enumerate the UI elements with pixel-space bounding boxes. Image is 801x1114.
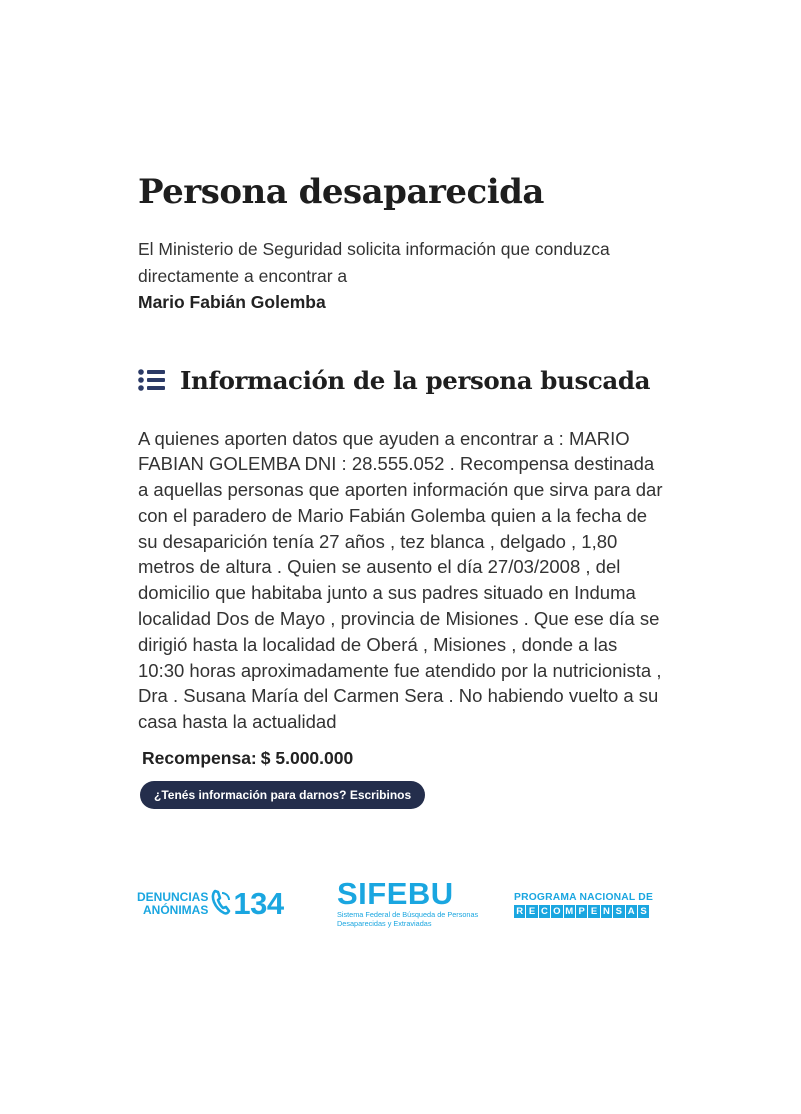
recompensas-bottom	[514, 905, 653, 918]
sifebu-sub1: Sistema Federal de Búsqueda de Personas	[337, 910, 479, 919]
logos-footer	[0, 876, 801, 946]
main-content	[138, 168, 668, 809]
recompensas-letter: E	[526, 905, 537, 918]
recompensas-letter: S	[613, 905, 624, 918]
recompensas-logo	[514, 892, 653, 918]
sifebu-name: SIFEBU	[337, 876, 454, 911]
reward-line	[138, 748, 668, 769]
sifebu-logo	[337, 878, 478, 928]
recompensas-letter: N	[601, 905, 612, 918]
denuncias-logo	[137, 886, 284, 922]
description-text: A quienes aporten datos que ayuden a encontrar a : MARIO FABIAN GOLEMBA DNI : 28.555.052 . Recompensa destinada a aquellas personas que aporten información que sirva para dar con el paradero de Mario Fabián Golemba quien a la fecha de su desaparición tenía 27 años , tez blanca , delgado , 1,80 metros de altura . Quien se ausento el día 27/03/2008 , del domicilio que habitaba junto a sus padres situado en Induma localidad Dos de Mayo , provincia de Misiones . Que ese día se dirigió hasta la localidad de Oberá , Misiones , donde a las 10:30 horas aproximadamente fue atendido por la nutricionista , Dra . Susana María del Carmen Sera . No habiendo vuelto a su casa hasta la actualidad	[138, 427, 663, 733]
reward-label: Recompensa:	[142, 748, 257, 769]
recompensas-letter: P	[576, 905, 587, 918]
person-name: Mario Fabián Golemba	[138, 292, 326, 312]
denuncias-line1: DENUNCIAS	[137, 890, 209, 904]
contact-button[interactable]: ¿Tenés información para darnos? Escribinos	[140, 781, 425, 809]
section-title: Información de la persona buscada	[180, 365, 651, 395]
page-title: Persona desaparecida	[138, 172, 544, 212]
intro-text: El Ministerio de Seguridad solicita información que conduzca directamente a encontrar a	[138, 239, 610, 286]
recompensas-letter: A	[626, 905, 637, 918]
denuncias-number: 134	[233, 886, 284, 921]
phone-icon	[211, 889, 231, 920]
denuncias-line2: ANÓNIMAS	[143, 903, 209, 917]
recompensas-letter: C	[539, 905, 550, 918]
recompensas-top: PROGRAMA NACIONAL DE	[514, 892, 654, 903]
intro-paragraph	[138, 236, 668, 316]
section-header	[138, 366, 668, 395]
recompensas-letter: R	[514, 905, 525, 918]
recompensas-letter: S	[638, 905, 649, 918]
sifebu-sub2: Desaparecidas y Extraviadas	[337, 919, 432, 928]
reward-amount: $ 5.000.000	[260, 748, 354, 769]
recompensas-letter: M	[565, 906, 574, 917]
list-icon	[138, 369, 166, 391]
recompensas-letter: E	[588, 905, 599, 918]
denuncias-text	[137, 891, 208, 917]
recompensas-letter: O	[553, 906, 561, 917]
